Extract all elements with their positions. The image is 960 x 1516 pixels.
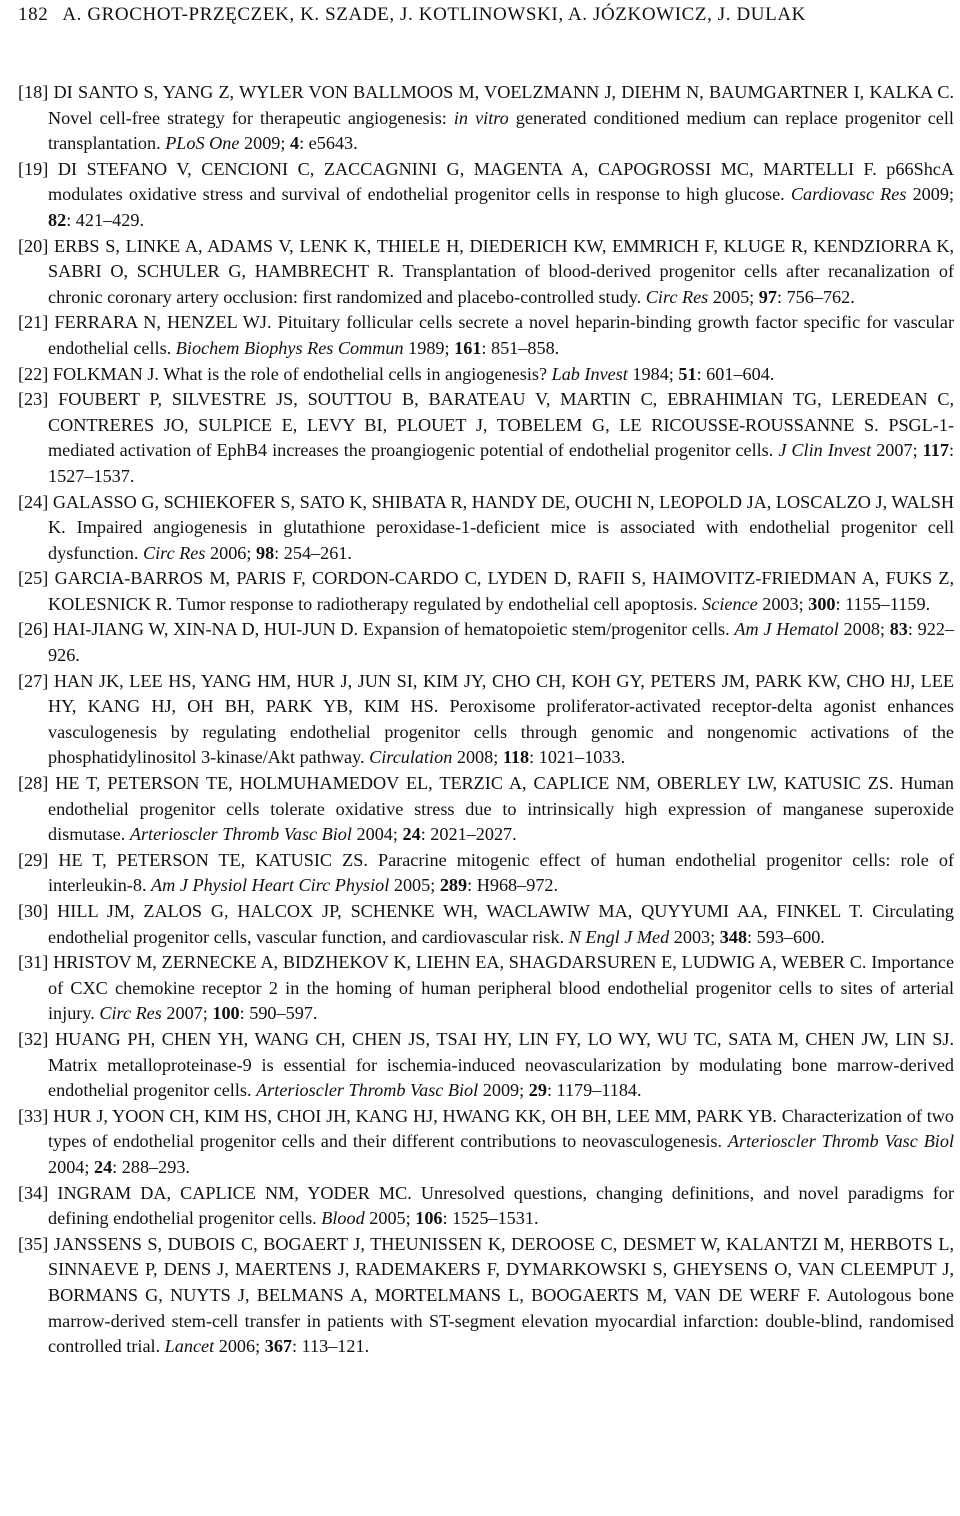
- reference-volume: 100: [212, 1003, 240, 1024]
- reference-journal: Circ Res: [645, 286, 709, 307]
- reference-volume: 82: [48, 209, 67, 230]
- reference-item: [18, 234, 954, 311]
- reference-year: 2008;: [843, 619, 890, 640]
- reference-journal: Am J Hematol: [734, 619, 839, 640]
- reference-journal: Lab Invest: [551, 363, 628, 384]
- reference-authors: FERRARA N, HENZEL WJ.: [54, 312, 272, 333]
- reference-item: [18, 310, 954, 361]
- reference-journal: Circ Res: [99, 1003, 162, 1024]
- page-number: 182: [18, 4, 49, 25]
- reference-authors: INGRAM DA, CAPLICE NM, YODER MC.: [57, 1182, 412, 1203]
- reference-authors: HAN JK, LEE HS, YANG HM, HUR J, JUN SI, KIM JY, CHO CH, KOH GY, PETERS JM, PARK KW, CHO HJ, LEE HY, KANG HJ, OH BH, PARK YB, KIM HS.: [48, 670, 955, 717]
- reference-number: [29]: [18, 849, 49, 870]
- reference-item: [18, 1104, 954, 1181]
- reference-number: [28]: [18, 773, 49, 794]
- reference-pages: : 851–858.: [481, 337, 560, 358]
- reference-pages: : 1155–1159.: [835, 593, 931, 614]
- reference-number: [24]: [18, 491, 49, 512]
- reference-authors: HE T, PETERSON TE, KATUSIC ZS.: [58, 849, 368, 870]
- reference-year: 2004;: [356, 824, 403, 845]
- reference-year: 2007;: [876, 440, 923, 461]
- reference-journal: Circulation: [369, 747, 453, 768]
- reference-authors: HUANG PH, CHEN YH, WANG CH, CHEN JS, TSAI HY, LIN FY, LO WY, WU TC, SATA M, CHEN JW, LIN SJ.: [54, 1028, 954, 1049]
- reference-item: [18, 566, 954, 617]
- reference-title: Matrix metalloproteinase-9 is essential for ischemia-induced neovascularization by modulating bone marrow-derived endothelial progenitor cells.: [48, 1054, 954, 1101]
- reference-pages: : H968–972.: [467, 875, 559, 896]
- reference-journal: Cardiovasc Res: [790, 184, 907, 205]
- reference-title: Circulating endothelial progenitor cells, vascular function, and cardiovascular risk.: [48, 901, 955, 947]
- reference-journal: Biochem Biophys Res Commun: [175, 337, 404, 358]
- reference-authors: HE T, PETERSON TE, HOLMUHAMEDOV EL, TERZIC A, CAPLICE NM, OBERLEY LW, KATUSIC ZS.: [55, 773, 894, 794]
- reference-item: [18, 387, 954, 489]
- reference-authors: HRISTOV M, ZERNECKE A, BIDZHEKOV K, LIEHN EA, SHAGDARSUREN E, LUDWIG A, WEBER C.: [53, 952, 867, 973]
- reference-volume: 300: [808, 593, 836, 614]
- reference-number: [27]: [18, 670, 49, 691]
- reference-volume: 98: [255, 542, 275, 563]
- reference-title: Peroxisome proliferator-activated receptor-delta agonist enhances vasculogenesis by regulating endothelial progenitor cells through genomic and nongenomic activations of the phosphatidylinositol 3-kinase/Akt pathway.: [48, 696, 954, 768]
- reference-authors: GARCIA-BARROS M, PARIS F, CORDON-CARDO C, LYDEN D, RAFII S, HAIMOVITZ-FRIEDMAN A, FUKS Z, KOLESNICK R.: [48, 568, 954, 614]
- reference-number: [26]: [18, 619, 49, 640]
- reference-pages: : 922–926.: [48, 619, 955, 666]
- reference-list: [18, 80, 954, 1360]
- reference-title: Unresolved questions, changing definitions, and novel paradigms for defining endothelial progenitor cells.: [48, 1182, 955, 1229]
- running-title: A. GROCHOT-PRZĘCZEK, K. SZADE, J. KOTLINOWSKI, A. JÓZKOWICZ, J. DULAK: [62, 4, 806, 25]
- reference-year: 1989;: [408, 337, 455, 358]
- reference-title-italic: in vitro: [453, 107, 509, 128]
- reference-item: [18, 899, 954, 950]
- reference-volume: 83: [889, 619, 908, 640]
- reference-pages: : e5643.: [299, 133, 358, 154]
- reference-item: [18, 157, 954, 234]
- reference-title: What is the role of endothelial cells in angiogenesis?: [163, 363, 548, 384]
- reference-number: [20]: [18, 235, 49, 256]
- reference-title: Importance of CXC chemokine receptor 2 in the homing of human peripheral blood endothelial progenitor cells to sites of arterial injury.: [48, 952, 955, 1024]
- reference-authors: FOLKMAN J.: [52, 363, 159, 384]
- reference-number: [32]: [18, 1028, 49, 1049]
- reference-volume: 161: [454, 337, 482, 358]
- reference-number: [25]: [18, 568, 49, 589]
- reference-title: Characterization of two types of endothelial progenitor cells and their different contributions to neovasculogenesis.: [48, 1105, 955, 1152]
- reference-title: Pituitary follicular cells secrete a novel heparin-binding growth factor specific for vascular endothelial cells.: [48, 312, 955, 358]
- reference-volume: 29: [528, 1080, 547, 1101]
- reference-authors: FOUBERT P, SILVESTRE JS, SOUTTOU B, BARATEAU V, MARTIN C, EBRAHIMIAN TG, LEREDEAN C, CONTRERES JO, SULPICE E, LEVY BI, PLOUET J, TOBELEM G, LE RICOUSSE-ROUSSANNE S.: [48, 389, 954, 435]
- reference-authors: DI STEFANO V, CENCIONI C, ZACCAGNINI G, MAGENTA A, CAPOGROSSI MC, MARTELLI F.: [57, 158, 877, 179]
- reference-year: 2009;: [912, 184, 954, 205]
- reference-year: 2005;: [369, 1208, 416, 1229]
- reference-item: [18, 80, 954, 157]
- reference-title: Expansion of hematopoietic stem/progenitor cells.: [362, 619, 730, 640]
- reference-pages: : 421–429.: [66, 209, 144, 230]
- reference-item: [18, 848, 954, 899]
- reference-number: [23]: [18, 389, 49, 410]
- reference-number: [35]: [18, 1233, 49, 1254]
- reference-pages: : 590–597.: [239, 1003, 318, 1024]
- reference-title-tail: generated conditioned medium can replace progenitor cell transplantation.: [48, 107, 954, 154]
- reference-title: Transplantation of blood-derived progenitor cells after recanalization of chronic coronary artery occlusion: first randomized and placebo-controlled study.: [48, 261, 954, 307]
- reference-authors: GALASSO G, SCHIEKOFER S, SATO K, SHIBATA R, HANDY DE, OUCHI N, LEOPOLD JA, LOSCALZO J, WALSH K.: [48, 491, 955, 538]
- reference-journal: Science: [702, 593, 758, 614]
- reference-pages: : 1179–1184.: [546, 1080, 642, 1101]
- reference-pages: : 288–293.: [112, 1156, 190, 1177]
- reference-volume: 118: [502, 747, 530, 768]
- reference-journal: Arterioscler Thromb Vasc Biol: [256, 1080, 479, 1101]
- reference-year: 2004;: [48, 1156, 94, 1177]
- reference-pages: : 2021–2027.: [420, 824, 517, 845]
- reference-journal: N Engl J Med: [568, 926, 670, 947]
- reference-volume: 4: [289, 133, 300, 154]
- reference-number: [34]: [18, 1182, 49, 1203]
- reference-volume: 367: [264, 1336, 292, 1357]
- reference-authors: HILL JM, ZALOS G, HALCOX JP, SCHENKE WH, WACLAWIW MA, QUYYUMI AA, FINKEL T.: [57, 901, 864, 921]
- reference-journal: PLoS One: [165, 133, 240, 154]
- reference-year: 1984;: [632, 363, 679, 384]
- reference-year: 2009;: [482, 1080, 529, 1101]
- reference-item: [18, 490, 954, 567]
- reference-volume: 348: [719, 926, 748, 947]
- reference-journal: J Clin Invest: [778, 440, 872, 461]
- reference-title: PSGL-1-mediated activation of EphB4 increases the proangiogenic potential of endothelial progenitor cells.: [48, 414, 955, 461]
- reference-authors: HAI-JIANG W, XIN-NA D, HUI-JUN D.: [53, 619, 359, 640]
- reference-pages: : 1525–1531.: [442, 1208, 539, 1229]
- reference-year: 2003;: [762, 593, 809, 614]
- reference-journal: Blood: [321, 1208, 365, 1229]
- reference-number: [30]: [18, 901, 49, 921]
- reference-journal: Arterioscler Thromb Vasc Biol: [129, 824, 352, 845]
- reference-number: [33]: [18, 1105, 49, 1126]
- reference-pages: : 593–600.: [747, 926, 825, 947]
- reference-number: [31]: [18, 952, 49, 973]
- reference-journal: Am J Physiol Heart Circ Physiol: [151, 875, 390, 896]
- reference-number: [19]: [18, 158, 49, 179]
- reference-number: [22]: [18, 363, 49, 384]
- reference-authors: HUR J, YOON CH, KIM HS, CHOI JH, KANG HJ, HWANG KK, OH BH, LEE MM, PARK YB.: [53, 1105, 777, 1126]
- reference-title: Tumor response to radiotherapy regulated by endothelial cell apoptosis.: [176, 593, 698, 614]
- reference-pages: : 756–762.: [776, 286, 855, 307]
- reference-year: 2008;: [456, 747, 503, 768]
- reference-item: [18, 362, 954, 388]
- reference-authors: JANSSENS S, DUBOIS C, BOGAERT J, THEUNISSEN K, DEROOSE C, DESMET W, KALANTZI M, HERBOTS L, SINNAEVE P, DENS J, MAERTENS J, RADEMAKERS F, DYMARKOWSKI S, GHEYSENS O, VAN CLEEMPUT J, BORMANS G, NUYTS J, BELMANS A, MORTELMANS L, BOOGAERTS M, VAN DE WERF F.: [48, 1233, 955, 1305]
- reference-year: 2006;: [218, 1336, 265, 1357]
- reference-item: [18, 950, 954, 1027]
- reference-title: p66ShcA modulates oxidative stress and survival of endothelial progenitor cells in response to high glucose.: [48, 158, 954, 205]
- reference-volume: 51: [678, 363, 697, 384]
- reference-volume: 97: [758, 286, 777, 307]
- reference-year: 2005;: [712, 286, 759, 307]
- reference-volume: 117: [922, 440, 949, 461]
- reference-item: [18, 617, 954, 668]
- reference-year: 2006;: [210, 542, 256, 563]
- reference-title: Novel cell-free strategy for therapeutic angiogenesis:: [48, 107, 454, 128]
- reference-title: Impaired angiogenesis in glutathione peroxidase-1-deficient mice is associated with endothelial progenitor cell dysfunction.: [48, 517, 954, 563]
- reference-title: Autologous bone marrow-derived stem-cell transfer in patients with ST-segment elevation myocardial infarction: double-blind, randomised controlled trial.: [48, 1284, 954, 1357]
- reference-journal: Circ Res: [142, 542, 206, 563]
- reference-authors: DI SANTO S, YANG Z, WYLER VON BALLMOOS M, VOELZMANN J, DIEHM N, BAUMGARTNER I, KALKA C.: [53, 82, 955, 102]
- reference-pages: : 601–604.: [696, 363, 775, 384]
- reference-year: 2005;: [393, 875, 440, 896]
- reference-volume: 24: [402, 824, 421, 845]
- running-head: [18, 4, 948, 26]
- reference-pages: : 1527–1537.: [48, 440, 954, 486]
- reference-pages: : 254–261.: [274, 542, 352, 563]
- reference-number: [21]: [18, 312, 49, 333]
- reference-journal: Arterioscler Thromb Vasc Biol: [727, 1131, 955, 1152]
- reference-volume: 289: [439, 875, 468, 896]
- reference-item: [18, 1181, 954, 1232]
- reference-item: [18, 669, 954, 771]
- reference-journal: Lancet: [164, 1336, 215, 1357]
- reference-item: [18, 1232, 954, 1360]
- reference-authors: ERBS S, LINKE A, ADAMS V, LENK K, THIELE H, DIEDERICH KW, EMMRICH F, KLUGE R, KENDZIORRA K, SABRI O, SCHULER G, HAMBRECHT R.: [48, 235, 955, 282]
- reference-year: 2007;: [166, 1003, 213, 1024]
- reference-item: [18, 1027, 954, 1104]
- reference-volume: 106: [415, 1208, 443, 1229]
- reference-title: Human endothelial progenitor cells tolerate oxidative stress due to intrinsically high expression of manganese superoxide dismutase.: [48, 773, 954, 845]
- reference-year: 2009;: [244, 133, 290, 154]
- reference-item: [18, 771, 954, 848]
- reference-year: 2003;: [673, 926, 720, 947]
- reference-pages: : 113–121.: [292, 1336, 370, 1357]
- reference-number: [18]: [18, 82, 49, 102]
- reference-volume: 24: [93, 1156, 113, 1177]
- reference-title: Paracrine mitogenic effect of human endothelial progenitor cells: role of interleukin-8.: [48, 849, 955, 896]
- reference-pages: : 1021–1033.: [529, 747, 626, 768]
